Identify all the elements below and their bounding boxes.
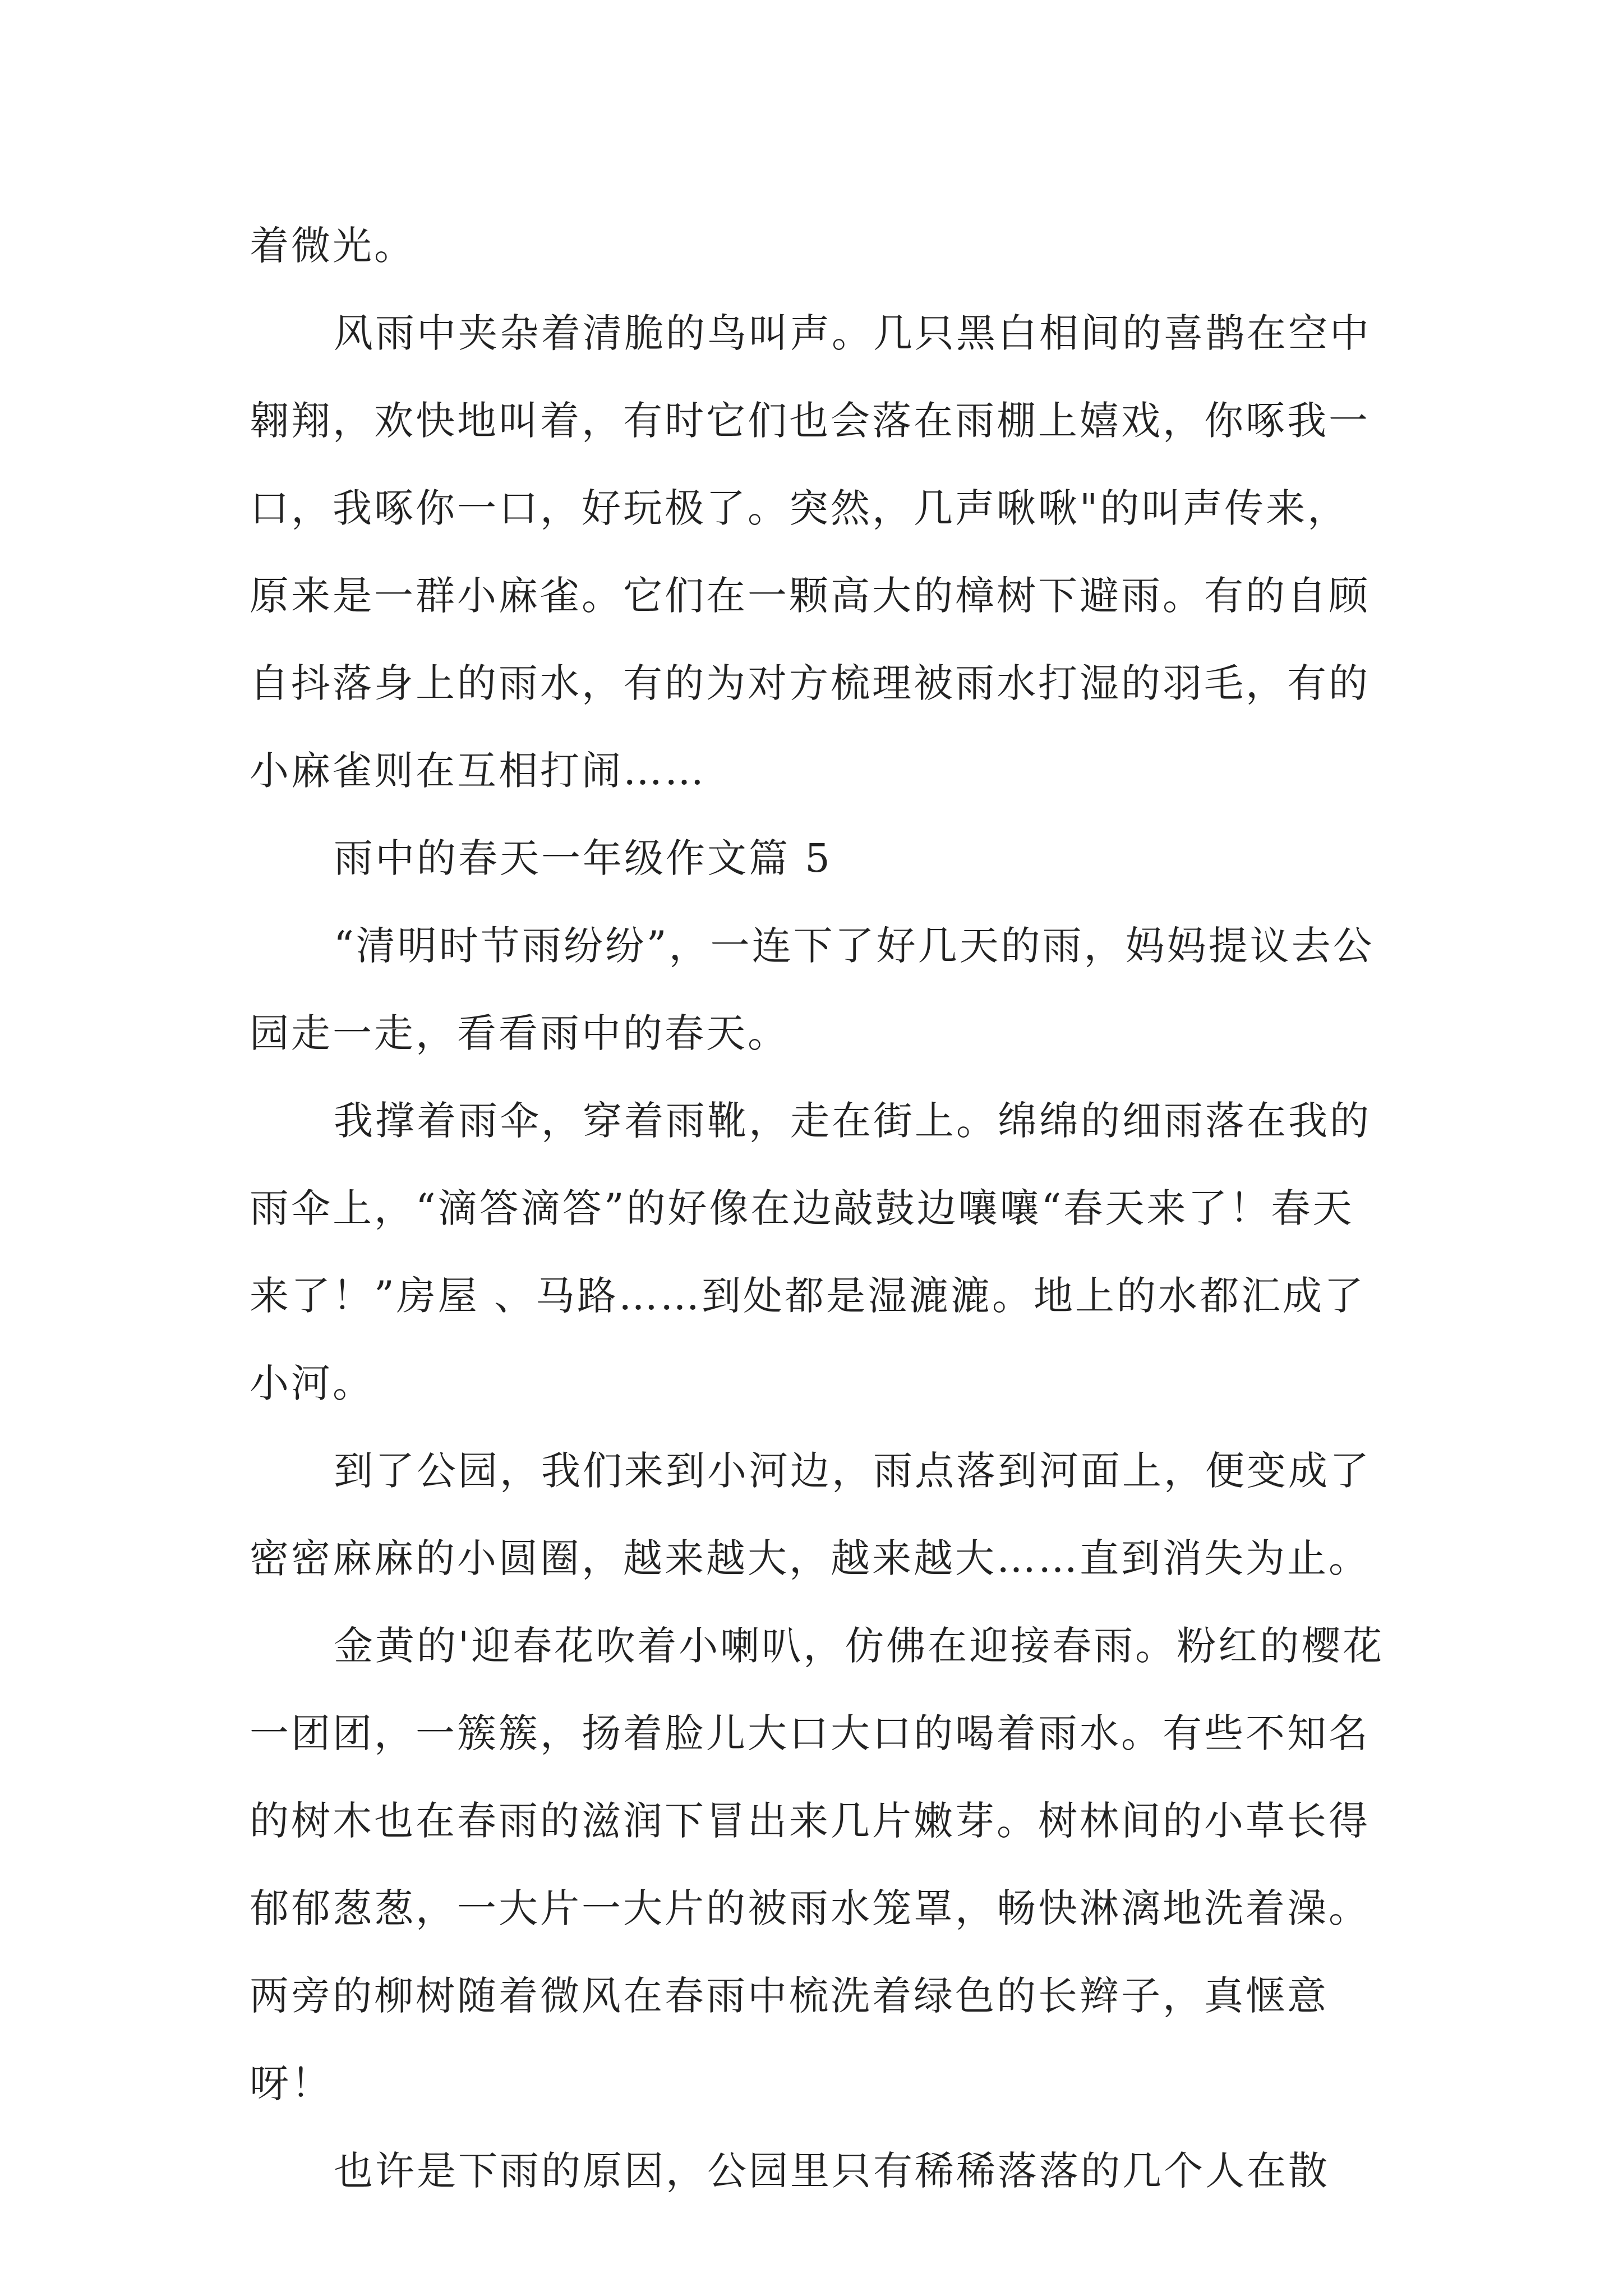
section-heading: 雨中的春天一年级作文篇 5: [334, 835, 832, 881]
paragraph-3: “清明时节雨纷纷”，一连下了好几天的雨，妈妈提议去公园走一走，看看雨中的春天。: [250, 923, 1375, 1056]
paragraph-5: 到了公园，我们来到小河边，雨点落到河面上，便变成了密密麻麻的小圆圈，越来越大，越来越大……直到消失为止。: [250, 1448, 1371, 1581]
document-body: [250, 202, 1388, 2215]
paragraph-6: 金黄的'迎春花吹着小喇叭，仿佛在迎接春雨。粉红的樱花一团团，一簇簇，扬着脸儿大口大口的喝着雨水。有些不知名的树木也在春雨的滋润下冒出来几片嫩芽。树林间的小草长得郁郁葱葱，一大片一大片的被雨水笼罩，畅快淋漓地洗着澡。两旁的柳树随着微风在春雨中梳洗着绿色的长辫子，真惬意呀！: [250, 1623, 1385, 2106]
paragraph-4: 我撑着雨伞，穿着雨靴，走在街上。绵绵的细雨落在我的雨伞上，“滴答滴答”的好像在边敲鼓边嚷嚷“春天来了！春天来了！”房屋 、马路……到处都是湿漉漉。地上的水都汇成了小河。: [250, 1098, 1371, 1406]
paragraph-7: 也许是下雨的原因，公园里只有稀稀落落的几个人在散: [334, 2148, 1330, 2194]
paragraph-1: 着微光。: [250, 223, 416, 269]
paragraph-2: 风雨中夹杂着清脆的鸟叫声。几只黑白相间的喜鹊在空中翱翔，欢快地叫着，有时它们也会落在雨棚上嬉戏，你啄我一口，我啄你一口，好玩极了。突然，几声啾啾"的叫声传来，原来是一群小麻雀。它们在一颗高大的樟树下避雨。有的自顾自抖落身上的雨水，有的为对方梳理被雨水打湿的羽毛，有的小麻雀则在互相打闹……: [250, 310, 1371, 794]
